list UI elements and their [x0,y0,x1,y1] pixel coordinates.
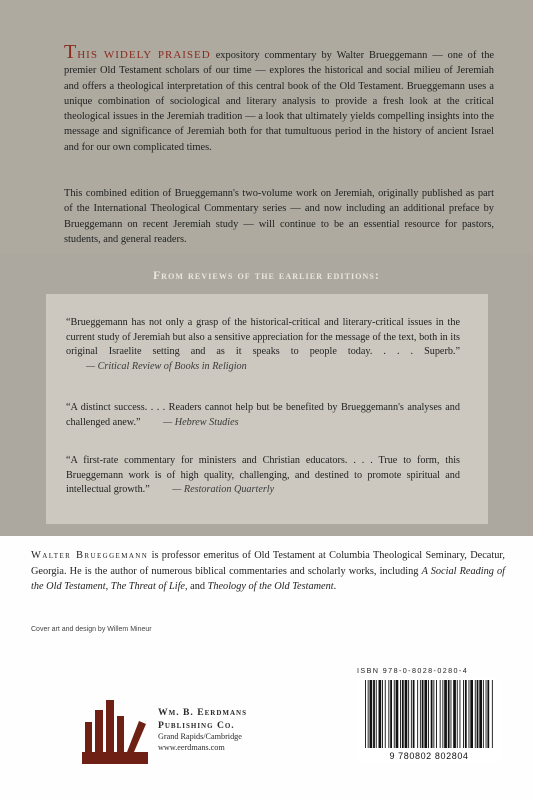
barcode-bar [422,680,424,748]
barcode-bar [424,680,427,748]
barcode-bar [453,680,456,748]
book-title-2: The Threat of Life [110,581,185,592]
review-source-3: — Restoration Quarterly [172,484,275,496]
barcode-bar [390,680,392,748]
book-title-3: Theology of the Old Testament [207,581,334,592]
barcode-bar [394,680,395,748]
barcode-bar [413,680,415,748]
barcode-bar [365,680,366,748]
barcode-bar [448,680,450,748]
barcode-bar [460,680,461,748]
publisher-city: Grand Rapids/Cambridge [158,732,242,742]
barcode-bar [388,680,389,748]
reviews-heading: From reviews of the earlier editions: [153,270,380,282]
barcode-bar [431,680,433,748]
barcode-bar [486,680,487,748]
reviews-box [46,294,488,524]
barcode-bar [400,680,401,748]
barcode-bar [370,680,373,748]
barcode-bar [376,680,377,748]
barcode-bar [463,680,464,748]
barcode-bar [475,680,476,748]
barcode-bar [442,680,443,748]
description-panel [0,0,533,254]
drop-cap: T [64,41,78,63]
publisher-block [158,707,247,753]
barcode-bar [396,680,399,748]
review-source-1: — Critical Review of Books in Religion [86,360,247,372]
barcode-bar [451,680,452,748]
review-quote-2: “A distinct success. . . . Readers cannot help but be benefited by Brueggemann's analyses and challenged anew.” — Hebrew Studies [66,402,460,428]
barcode-bar [444,680,447,748]
barcode-bar [405,680,408,748]
barcode-bar [440,680,441,748]
book-title-1: A Social Reading of the Old Testament [31,565,505,592]
barcode-digits: 9 780802 802804 [389,751,469,761]
barcode-bar [382,680,383,748]
reviews-section [0,254,533,536]
barcode-bar [436,680,437,748]
barcode-bar [477,680,479,748]
barcode-bar [465,680,467,748]
publisher-name-2: Publishing Co. [158,719,235,731]
description-paragraph-2: This combined edition of Brueggemann's two-volume work on Jeremiah, originally published as part of the International Theological Commentary series — and now including an additional preface by Brueggemann on recent Jeremiah study — will continue to be an essential resource for pastors, students, and general readers. [64,188,494,245]
review-source-2: — Hebrew Studies [163,416,239,428]
barcode-bar [420,680,421,748]
barcode-bar [408,680,409,748]
isbn-text: ISBN 978-0-8028-0280-4 [357,666,469,675]
publisher-name: Wm. B. Eerdmans [158,707,247,718]
barcode-bar [402,680,404,748]
barcode-bar [368,680,369,748]
barcode-bar [483,680,484,748]
cover-credit: Cover art and design by Willem Mineur [31,626,152,633]
barcode-bar [469,680,470,748]
barcode-bar [379,680,382,748]
barcode-bar [457,680,458,748]
barcode-bar [428,680,429,748]
barcode-bar [417,680,418,748]
barcode-bar [470,680,473,748]
barcode-bar [385,680,386,748]
author-name: Walter Brueggemann [31,550,149,561]
description-paragraph-1: THIS WIDELY PRAISED expository commentary by Walter Brueggemann — one of the premier Old Testament scholars of our time — explores the historical and social milieu of Jeremiah and offers a theological interpretation of this central book of the Old Testament. Brueggemann uses a unique combination of sociological and literary analysis to provide a fresh look at the critical theological issues in the Jeremiah tradition — a look that ultimately yields compelling insights into the message and significance of Jeremiah both for that tumultuous period in the history of ancient Israel and for our own complicated times. [64,41,494,153]
barcode [357,678,502,762]
barcode-bar [479,680,482,748]
barcode-bar [433,680,434,748]
lead-in: THIS WIDELY PRAISED [64,41,211,63]
publisher-url: www.eerdmans.com [158,742,225,752]
barcode-bar [373,680,375,748]
review-quote-3: “A first-rate commentary for ministers and Christian educators. . . . True to form, this Brueggemann work is of high quality, challenging, and destined to promote spiritual and intellectual growth.” — Restoration Quarterly [66,455,460,496]
barcode-bar [492,680,493,748]
review-quote-1: “Brueggemann has not only a grasp of the historical-critical and literary-critical issues in the current study of Jeremiah but also a sensitive appreciation for the message of the text, both in its original Israelite setting and as it speaks to people today. . . . Superb.” — Critical Review of Books in Religion [66,317,460,372]
barcode-bar [411,680,412,748]
barcode-bar [487,680,489,748]
eerdmans-logo-icon [82,694,148,768]
author-bio: Walter Brueggemann is professor emeritus of Old Testament at Columbia Theological Seminary, Decatur, Georgia. He is the author of numerous biblical commentaries and scholarly works, including A Social Reading of the Old Testament, The Threat of Life, and Theology of the Old Testament. [31,550,505,592]
barcode-block [357,666,511,767]
